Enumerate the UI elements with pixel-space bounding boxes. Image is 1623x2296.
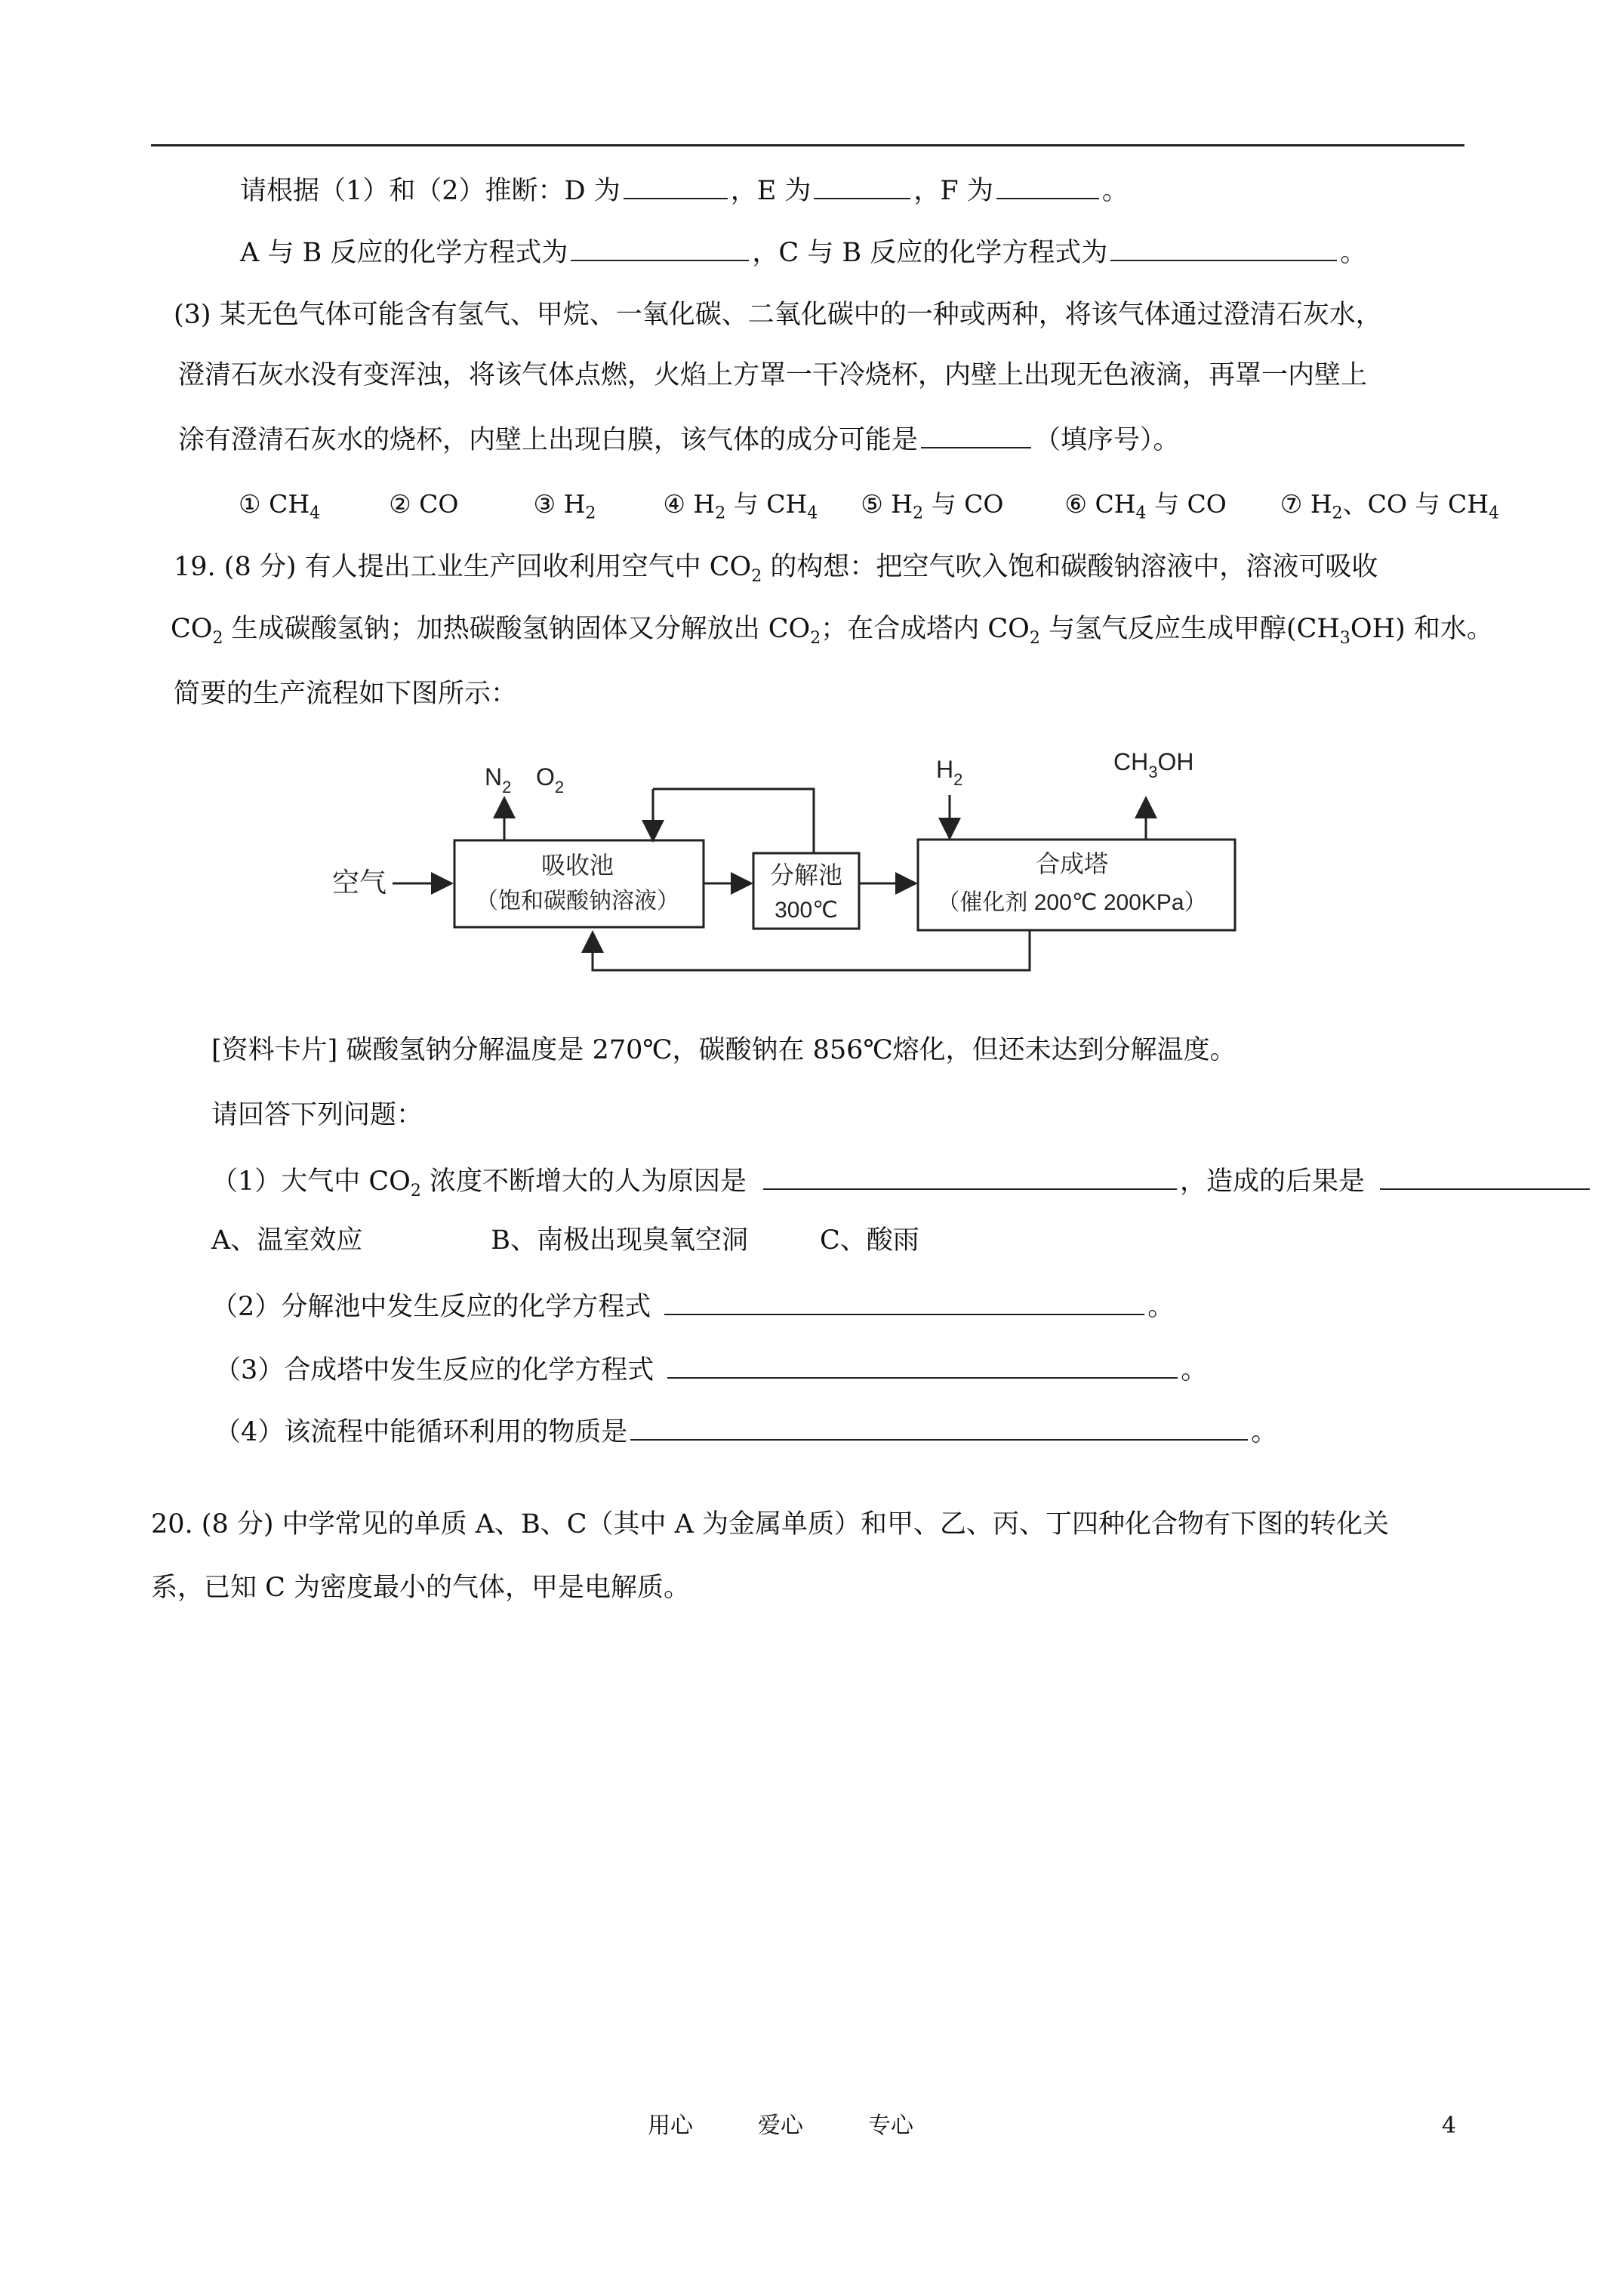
blank-e[interactable] xyxy=(814,171,910,199)
blank-consequence[interactable] xyxy=(1380,1161,1590,1190)
choice-a: A、温室效应 xyxy=(211,1225,363,1256)
q19-line2: $CO_2$ 生成碳酸氢钠；加热碳酸氢钠固体又分解放出 $CO_2$；在合成塔内 $CO_2$ 与氢气反应生成甲醇$(CH_3OH)$ 和水。 xyxy=(171,614,1493,648)
blank-f[interactable] xyxy=(996,171,1099,199)
synthesis-tower-label: 合成塔 xyxy=(1035,850,1109,877)
option-4: ④ $H_2$ 与 $CH_4$ xyxy=(663,489,818,523)
header-rule xyxy=(151,144,1464,146)
o2-label: $O_2$ xyxy=(536,763,565,797)
option-3: ③ $H_2$ xyxy=(533,489,596,523)
answer-prompt: 请回答下列问题： xyxy=(211,1100,423,1130)
infer-line: 请根据（1）和（2）推断：D 为 ，E 为 ，F 为 。 xyxy=(240,171,1129,208)
q18-p3-line3: 涂有澄清石灰水的烧杯，内壁上出现白膜，该气体的成分可能是 （填序号）。 xyxy=(178,420,1180,458)
blank-ab-equation[interactable] xyxy=(571,233,749,261)
decomposition-tank-temp: 300℃ xyxy=(775,898,838,923)
recycle-top-line xyxy=(653,789,814,853)
blank-recyclable-substance[interactable] xyxy=(630,1412,1248,1441)
blank-decomposition-equation[interactable] xyxy=(664,1287,1144,1315)
blank-cb-equation[interactable] xyxy=(1110,233,1337,261)
absorption-tank-solution: （饱和碳酸钠溶液） xyxy=(476,889,679,914)
page-number: 4 xyxy=(1442,2113,1457,2139)
air-label: 空气 xyxy=(332,867,387,898)
blank-human-cause[interactable] xyxy=(763,1161,1177,1190)
blank-d[interactable] xyxy=(624,171,728,199)
option-6: ⑥ $CH_4$ 与 CO xyxy=(1064,489,1227,523)
q18-p3-line2: 澄清石灰水没有变浑浊，将该气体点燃，火焰上方罩一干冷烧杯，内壁上出现无色液滴，再罩一内壁上 xyxy=(178,360,1368,390)
ch3oh-label: $CH_3OH$ xyxy=(1113,748,1194,781)
q19-sub1: （1）大气中 $CO_2$ 浓度不断增大的人为原因是 ，造成的后果是 xyxy=(211,1161,1593,1199)
q19-sub2: （2）分解池中发生反应的化学方程式 。 xyxy=(211,1287,1174,1324)
data-card: [资料卡片] 碳酸氢钠分解温度是 270℃，碳酸钠在 856℃熔化，但还未达到分解温度。 xyxy=(211,1035,1236,1065)
q19-line1: 19. (8 分) 有人提出工业生产回收利用空气中 $CO_2$ 的构想：把空气吹入饱和碳酸钠溶液中，溶液可吸收 xyxy=(174,552,1378,586)
q18-p3-line1: (3) 某无色气体可能含有氢气、甲烷、一氧化碳、二氧化碳中的一种或两种，将该气体通过澄清石灰水， xyxy=(174,300,1382,330)
option-1: ① $CH_4$ xyxy=(239,489,321,523)
footer-motto-2: 爱心 xyxy=(758,2113,803,2139)
recycle-bottom-line xyxy=(593,930,1030,970)
option-7: ⑦ $H_2$、CO 与 $CH_4$ xyxy=(1280,489,1499,523)
option-5: ⑤ $H_2$ 与 CO xyxy=(861,489,1004,523)
option-2: ② CO xyxy=(389,489,459,519)
choice-c: C、酸雨 xyxy=(820,1225,919,1256)
n2-label: $N_2$ xyxy=(485,763,512,797)
choice-b: B、南极出现臭氧空洞 xyxy=(491,1225,749,1256)
q19-line3: 简要的生产流程如下图所示： xyxy=(174,679,518,709)
absorption-tank-label: 吸收池 xyxy=(540,852,614,879)
h2-label: $H_2$ xyxy=(936,756,963,789)
q19-sub3: （3）合成塔中发生反应的化学方程式 。 xyxy=(214,1350,1207,1388)
consequence-choices xyxy=(211,1223,919,1258)
q19-sub4: （4）该流程中能循环利用的物质是 。 xyxy=(214,1412,1277,1450)
q20-line1: 20. (8 分) 中学常见的单质 A、B、C（其中 A 为金属单质）和甲、乙、丙、丁四种化合物有下图的转化关 xyxy=(151,1509,1390,1539)
gas-options xyxy=(239,487,1499,522)
equation-line: A 与 B 反应的化学方程式为 ，C 与 B 反应的化学方程式为 。 xyxy=(240,233,1366,270)
blank-gas-components[interactable] xyxy=(921,420,1031,448)
decomposition-tank-label: 分解池 xyxy=(769,861,843,889)
q20-line2: 系，已知 C 为密度最小的气体，甲是电解质。 xyxy=(151,1573,691,1603)
blank-synthesis-equation[interactable] xyxy=(667,1350,1178,1379)
footer-motto-3: 专心 xyxy=(868,2113,913,2139)
production-flow-diagram xyxy=(317,744,1268,993)
synthesis-tower-conditions: （催化剂 200℃ 200KPa） xyxy=(937,890,1207,915)
footer-motto-1: 用心 xyxy=(648,2113,693,2139)
